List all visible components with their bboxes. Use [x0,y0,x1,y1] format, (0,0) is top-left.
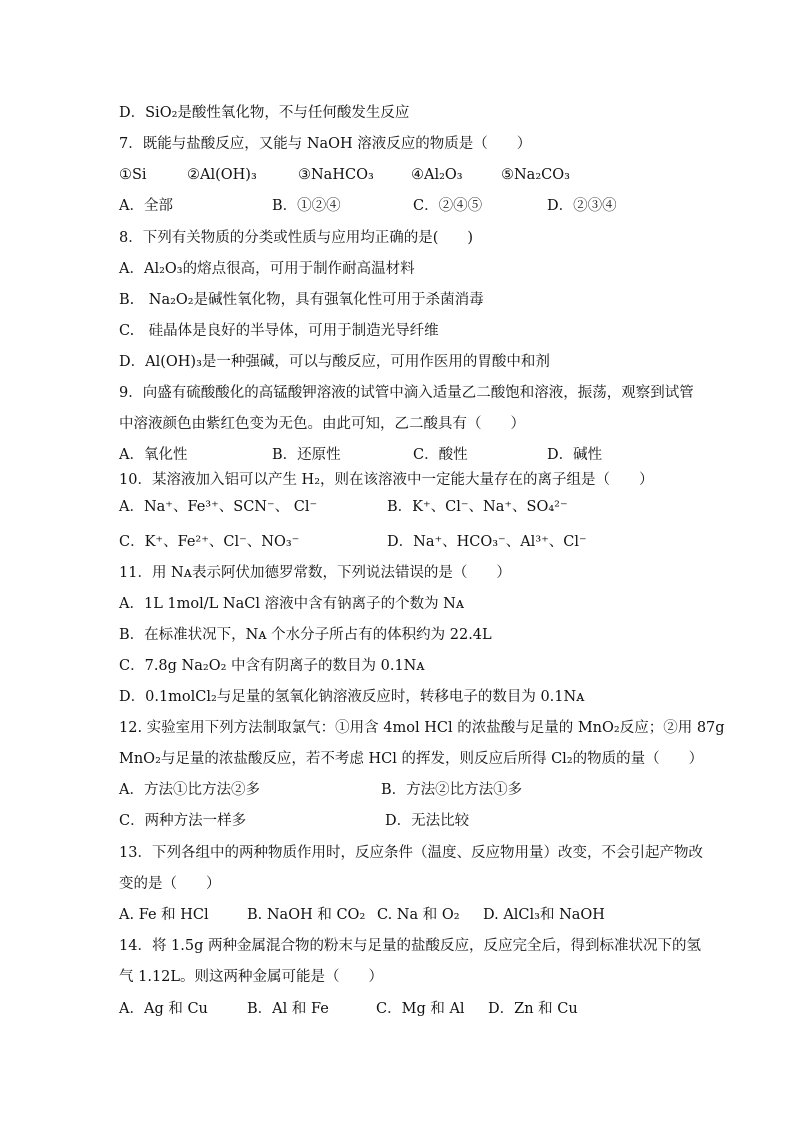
q7-option-d: D．②③④ [547,198,617,214]
q11-option-c: C．7.8g Na₂O₂ 中含有阴离子的数目为 0.1Nᴀ [119,658,425,674]
q8-option-c: C. 硅晶体是良好的半导体，可用于制造光导纤维 [119,323,439,339]
q7-option-b: B．①②④ [272,198,341,214]
q14-option-d: D．Zn 和 Cu [488,1001,578,1017]
q7-option-c: C．②④⑤ [413,198,483,214]
q14-stem-line1: 14．将 1.5g 两种金属混合物的粉末与足量的盐酸反应，反应完全后，得到标准状况下的氢 [119,938,702,954]
q11-option-b: B．在标准状况下，Nᴀ 个水分子所占有的体积约为 22.4L [119,627,492,643]
q10-option-b: B．K⁺、Cl⁻、Na⁺、SO₄²⁻ [387,499,568,515]
q13-stem-line2: 变的是（ ） [119,876,221,892]
q13-option-b: B. NaOH 和 CO₂ [247,907,366,923]
q14-option-a: A．Ag 和 Cu [119,1001,208,1017]
q9-option-c: C．酸性 [413,447,468,463]
q10-stem: 10．某溶液加入铝可以产生 H₂，则在该溶液中一定能大量存在的离子组是（ ） [119,472,654,488]
q8-option-a: A．Al₂O₃的熔点很高，可用于制作耐高温材料 [119,261,415,277]
q7-item-1: ①Si [119,167,147,183]
q14-stem-line2: 气 1.12L。则这两种金属可能是（ ） [119,969,384,985]
q9-option-d: D．碱性 [547,447,603,463]
q13-option-c: C. Na 和 O₂ [377,907,460,923]
q7-item-2: ②Al(OH)₃ [187,167,257,183]
q12-stem-line2: MnO₂与足量的浓盐酸反应，若不考虑 HCl 的挥发，则反应后所得 Cl₂的物质的量（ ） [119,751,704,767]
q10-option-c: C．K⁺、Fe²⁺、Cl⁻、NO₃⁻ [119,534,300,550]
q8-option-b: B. Na₂O₂是碱性氧化物，具有强氧化性可用于杀菌消毒 [119,292,484,308]
q9-stem-line2: 中溶液颜色由紫红色变为无色。由此可知，乙二酸具有（ ） [119,416,525,432]
q7-item-4: ④Al₂O₃ [411,167,463,183]
q12-stem-line1: 12. 实验室用下列方法制取氯气：①用含 4mol HCl 的浓盐酸与足量的 MnO₂反应；②用 87g [119,720,725,736]
q9-option-a: A．氧化性 [119,447,188,463]
q7-stem: 7．既能与盐酸反应，又能与 NaOH 溶液反应的物质是（ ） [119,136,532,152]
q7-item-5: ⑤Na₂CO₃ [501,167,570,183]
q12-option-b: B．方法②比方法①多 [381,782,523,798]
q13-option-a: A. Fe 和 HCl [119,907,209,923]
q11-option-d: D．0.1molCl₂与足量的氢氧化钠溶液反应时，转移电子的数目为 0.1Nᴀ [119,689,585,705]
q9-stem-line1: 9．向盛有硫酸酸化的高锰酸钾溶液的试管中滴入适量乙二酸饱和溶液，振荡，观察到试管 [119,385,694,401]
q6-option-d: D．SiO₂是酸性氧化物，不与任何酸发生反应 [119,105,410,121]
q12-option-c: C．两种方法一样多 [119,813,247,829]
q7-item-3: ③NaHCO₃ [298,167,374,183]
q11-option-a: A．1L 1mol/L NaCl 溶液中含有钠离子的个数为 Nᴀ [119,596,465,612]
q14-option-b: B．Al 和 Fe [247,1001,329,1017]
q10-option-a: A．Na⁺、Fe³⁺、SCN⁻、 Cl⁻ [119,499,318,515]
q11-stem: 11．用 Nᴀ表示阿伏加德罗常数，下列说法错误的是（ ） [119,565,511,581]
q9-option-b: B．还原性 [272,447,341,463]
q13-option-d: D. AlCl₃和 NaOH [483,907,605,923]
q14-option-c: C．Mg 和 Al [376,1001,465,1017]
q12-option-d: D．无法比较 [385,813,470,829]
q7-option-a: A．全部 [119,198,173,214]
q8-option-d: D．Al(OH)₃是一种强碱，可以与酸反应，可用作医用的胃酸中和剂 [119,354,550,370]
q8-stem: 8．下列有关物质的分类或性质与应用均正确的是( ) [119,230,474,246]
q10-option-d: D．Na⁺、HCO₃⁻、Al³⁺、Cl⁻ [387,534,587,550]
q13-stem-line1: 13．下列各组中的两种物质作用时，反应条件（温度、反应物用量）改变，不会引起产物改 [119,845,703,861]
q12-option-a: A．方法①比方法②多 [119,782,260,798]
